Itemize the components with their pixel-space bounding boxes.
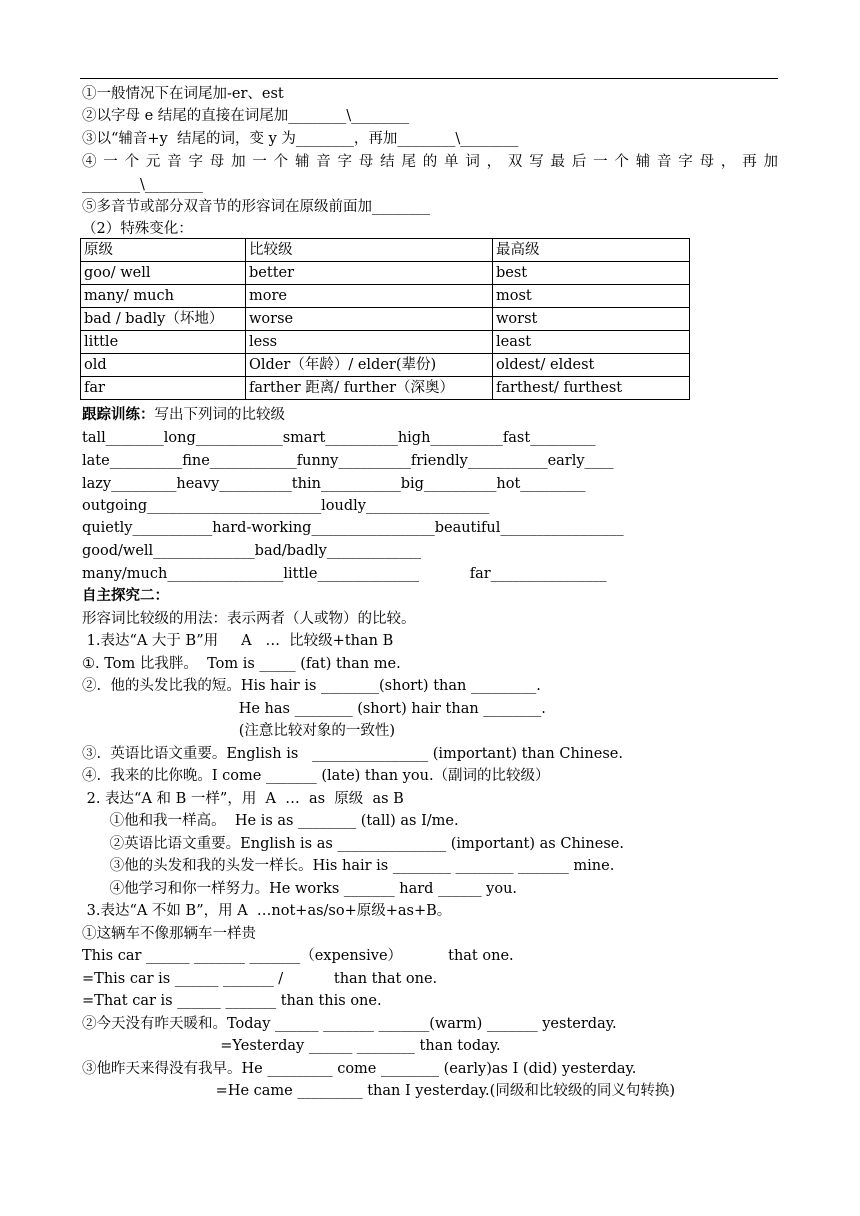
special-title: （2）特殊变化： [82, 221, 193, 237]
explore-line: ②. 他的头发比我的短。His hair is ________(short) than _________. [82, 678, 541, 694]
rule-line-2: ②以字母 e 结尾的直接在词尾加________\________ [82, 108, 410, 124]
table-header-cell: 比较级 [246, 239, 493, 262]
rule-line-3: ③以“辅音+y 结尾的词，变 y 为________，再加________\________ [82, 131, 519, 147]
table-cell: little [81, 331, 246, 354]
table-cell: better [246, 262, 493, 285]
explore-line: ②英语比语文重要。English is as _______________ (important) as Chinese. [82, 836, 624, 852]
table-header-row [81, 239, 690, 262]
explore-line: He has ________ (short) hair than ________. [82, 701, 546, 717]
practice-line: lazy_________heavy__________thin___________big__________hot_________ [82, 476, 586, 492]
explore-line: ③. 英语比语文重要。English is ________________ (important) than Chinese. [82, 746, 623, 762]
explore-line: ①他和我一样高。 He is as ________ (tall) as I/me. [82, 813, 459, 829]
practice-heading-rest: 写出下列词的比较级 [154, 407, 285, 423]
explore-line: 3.表达“A 不如 B”，用 A …not+as/so+原级+as+B。 [82, 903, 452, 919]
explore-line: ④. 我来的比你晚。I come _______ (late) than you.（副词的比较级） [82, 768, 550, 784]
rule-line-5: ⑤多音节或部分双音节的形容词在原级前面加________ [82, 199, 430, 215]
table-cell: far [81, 377, 246, 400]
practice-line: outgoing________________________loudly_________________ [82, 498, 490, 514]
comparison-table [80, 238, 690, 400]
rule-line-4-cont: ________\________ [82, 177, 203, 193]
explore-line: 1.表达“A 大于 B”用 A … 比较级+than B [82, 633, 394, 649]
table-cell: goo/ well [81, 262, 246, 285]
explore-line: ②今天没有昨天暖和。Today ______ _______ _______(warm) _______ yesterday. [82, 1016, 617, 1032]
explore-line: ④他学习和你一样努力。He works _______ hard ______ you. [82, 881, 518, 897]
explore-line: (注意比较对象的一致性) [82, 723, 396, 739]
table-row [81, 262, 690, 285]
table-cell: worse [246, 308, 493, 331]
practice-heading-line [82, 405, 285, 425]
table-row [81, 331, 690, 354]
explore-line: =That car is ______ _______ than this one. [82, 993, 382, 1009]
table-cell: least [493, 331, 690, 354]
explore-heading: 自主探究二： [82, 587, 169, 604]
table-row [81, 377, 690, 400]
table-row [81, 354, 690, 377]
table-cell: more [246, 285, 493, 308]
table-cell: many/ much [81, 285, 246, 308]
practice-line: late__________fine____________funny__________friendly___________early____ [82, 453, 614, 469]
table-cell: best [493, 262, 690, 285]
table-cell: farther 距离/ further（深奥） [246, 377, 493, 400]
practice-heading: 跟踪训练： [82, 406, 155, 423]
explore-line: =Yesterday ______ ________ than today. [82, 1038, 501, 1054]
table-cell: bad / badly（坏地） [81, 308, 246, 331]
table-cell: oldest/ eldest [493, 354, 690, 377]
table-header-cell: 原级 [81, 239, 246, 262]
explore-line: =He came _________ than I yesterday.(同级和比较级的同义句转换) [82, 1083, 675, 1099]
table-header-cell: 最高级 [493, 239, 690, 262]
explore-line: ③他的头发和我的头发一样长。His hair is ________ ________ _______ mine. [82, 858, 615, 874]
practice-line: good/well______________bad/badly_____________ [82, 543, 422, 559]
explore-line: 2. 表达“A 和 B 一样”，用 A … as 原级 as B [82, 791, 404, 807]
table-row [81, 308, 690, 331]
explore-line: =This car is ______ _______ / than that one. [82, 971, 438, 987]
practice-line: tall________long____________smart__________high__________fast_________ [82, 430, 596, 446]
practice-line: many/much________________little______________ far________________ [82, 566, 607, 582]
table-cell: most [493, 285, 690, 308]
practice-line: quietly___________hard-working_________________beautiful_________________ [82, 520, 624, 536]
table-cell: old [81, 354, 246, 377]
table-cell: farthest/ furthest [493, 377, 690, 400]
top-rule [80, 78, 778, 79]
table-cell: Older（年龄）/ elder(辈份) [246, 354, 493, 377]
explore-line: ①. Tom 比我胖。 Tom is _____ (fat) than me. [82, 656, 401, 672]
table-row [81, 285, 690, 308]
explore-line: ①这辆车不像那辆车一样贵 [82, 926, 256, 942]
rule-line-1: ①一般情况下在词尾加-er、est [82, 86, 284, 102]
explore-line: This car ______ _______ _______（expensive） that one. [82, 948, 514, 964]
table-cell: less [246, 331, 493, 354]
table-cell: worst [493, 308, 690, 331]
rule-line-4: ④一个元音字母加一个辅音字母结尾的单词，双写最后一个辅音字母，再加 [82, 154, 778, 170]
explore-line: 形容词比较级的用法：表示两者（人或物）的比较。 [82, 611, 416, 627]
explore-line: ③他昨天来得没有我早。He _________ come ________ (early)as I (did) yesterday. [82, 1061, 637, 1077]
